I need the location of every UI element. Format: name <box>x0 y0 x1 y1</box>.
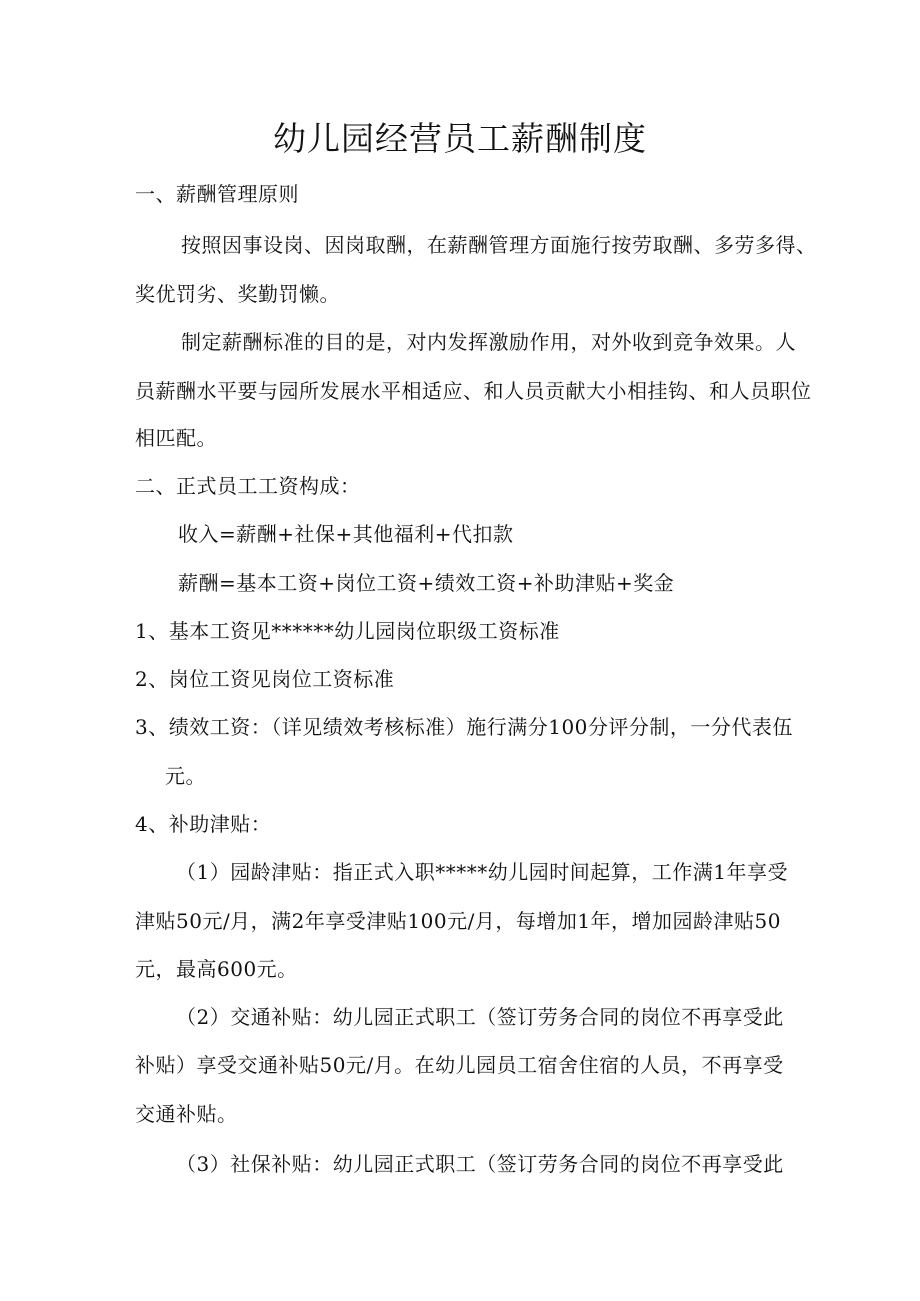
income-formula: 收入=薪酬+社保+其他福利+代扣款 <box>178 522 514 546</box>
transport-allowance-line2: 补贴）享受交通补贴50元/月。在幼儿园员工宿舍住宿的人员，不再享受 <box>135 1053 784 1077</box>
section1-para2-line2: 员薪酬水平要与园所发展水平相适应、和人员贡献大小相挂钩、和人员职位 <box>135 379 812 403</box>
item-performance-line1: 3、绩效工资：（详见绩效考核标准）施行满分100分评分制，一分代表伍 <box>135 715 793 739</box>
seniority-allowance-line2: 津贴50元/月，满2年享受津贴100元/月，每增加1年，增加园龄津贴50 <box>135 909 781 933</box>
salary-formula: 薪酬=基本工资+岗位工资+绩效工资+补助津贴+奖金 <box>178 571 675 595</box>
section1-para1-line2: 奖优罚劣、奖勤罚懒。 <box>135 282 340 306</box>
transport-allowance-line1: （2）交通补贴：幼儿园正式职工（签订劳务合同的岗位不再享受此 <box>176 1005 784 1029</box>
item-post-salary: 2、岗位工资见岗位工资标准 <box>135 667 395 691</box>
section1-para1-line1: 按照因事设岗、因岗取酬，在薪酬管理方面施行按劳取酬、多劳多得、 <box>181 233 817 257</box>
transport-allowance-line3: 交通补贴。 <box>135 1102 238 1126</box>
seniority-allowance-line3: 元，最高600元。 <box>135 957 298 981</box>
document-title: 幼儿园经营员工薪酬制度 <box>273 119 647 158</box>
item-base-salary: 1、基本工资见******幼儿园岗位职级工资标准 <box>135 619 560 643</box>
section1-para2-line3: 相匹配。 <box>135 426 217 450</box>
section1-para2-line1: 制定薪酬标准的目的是，对内发挥激励作用，对外收到竞争效果。人 <box>181 330 796 354</box>
item-allowance-heading: 4、补助津贴： <box>135 812 272 836</box>
section2-heading: 二、正式员工工资构成： <box>135 474 361 498</box>
social-insurance-allowance-line1: （3）社保补贴：幼儿园正式职工（签订劳务合同的岗位不再享受此 <box>176 1152 784 1176</box>
section1-heading: 一、薪酬管理原则 <box>135 182 299 206</box>
item-performance-line2: 元。 <box>165 764 206 788</box>
seniority-allowance-line1: （1）园龄津贴：指正式入职*****幼儿园时间起算，工作满1年享受 <box>176 860 788 884</box>
